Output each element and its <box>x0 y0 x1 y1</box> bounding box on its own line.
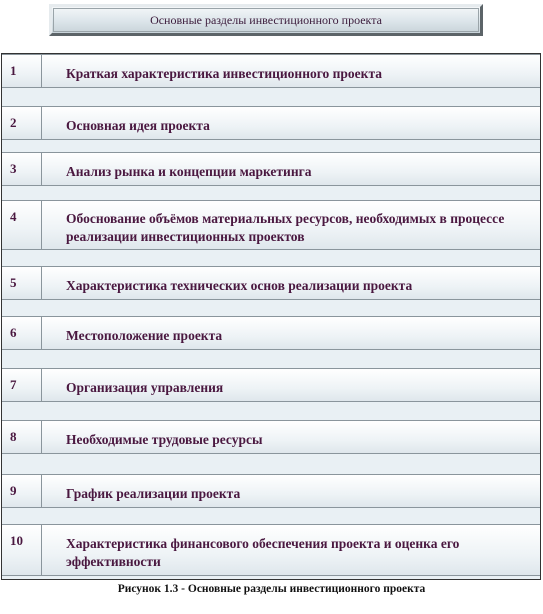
section-number: 7 <box>2 369 42 401</box>
section-row-8 <box>2 420 540 454</box>
section-title: Необходимые трудовые ресурсы <box>66 431 263 447</box>
section-title: Местоположение проекта <box>66 327 223 343</box>
diagram-title-box <box>49 4 483 36</box>
section-row-6 <box>2 316 540 350</box>
section-number: 3 <box>2 153 42 185</box>
section-number: 1 <box>2 55 42 87</box>
section-title: Характеристика технических основ реализации проекта <box>66 277 413 293</box>
section-number: 6 <box>2 317 42 349</box>
section-number: 9 <box>2 475 42 507</box>
section-row-1 <box>2 54 540 88</box>
section-row-5 <box>2 266 540 300</box>
section-row-3 <box>2 152 540 186</box>
section-row-10 <box>2 524 540 576</box>
figure-caption: Рисунок 1.3 - Основные разделы инвестиционного проекта <box>117 583 426 595</box>
section-row-2 <box>2 106 540 140</box>
section-row-7 <box>2 368 540 402</box>
section-number: 2 <box>2 107 42 139</box>
section-title: Основная идея проекта <box>66 117 210 133</box>
section-title: Краткая характеристика инвестиционного проекта <box>66 65 382 81</box>
section-title: Организация управления <box>66 379 224 395</box>
section-row-4 <box>2 200 540 250</box>
section-number: 4 <box>2 201 42 249</box>
section-title: График реализации проекта <box>66 485 241 501</box>
section-title: Характеристика финансового обеспечения проекта и оценка его эффективности <box>66 535 460 569</box>
section-title: Анализ рынка и концепции маркетинга <box>66 163 312 179</box>
section-title: Обоснование объёмов материальных ресурсов, необходимых в процессе реализации инвестиционных проектов <box>66 210 505 244</box>
section-row-9 <box>2 474 540 508</box>
sections-table <box>1 53 541 580</box>
section-number: 10 <box>2 525 42 575</box>
section-number: 5 <box>2 267 42 299</box>
section-number: 8 <box>2 421 42 453</box>
diagram-title: Основные разделы инвестиционного проекта <box>150 12 382 27</box>
